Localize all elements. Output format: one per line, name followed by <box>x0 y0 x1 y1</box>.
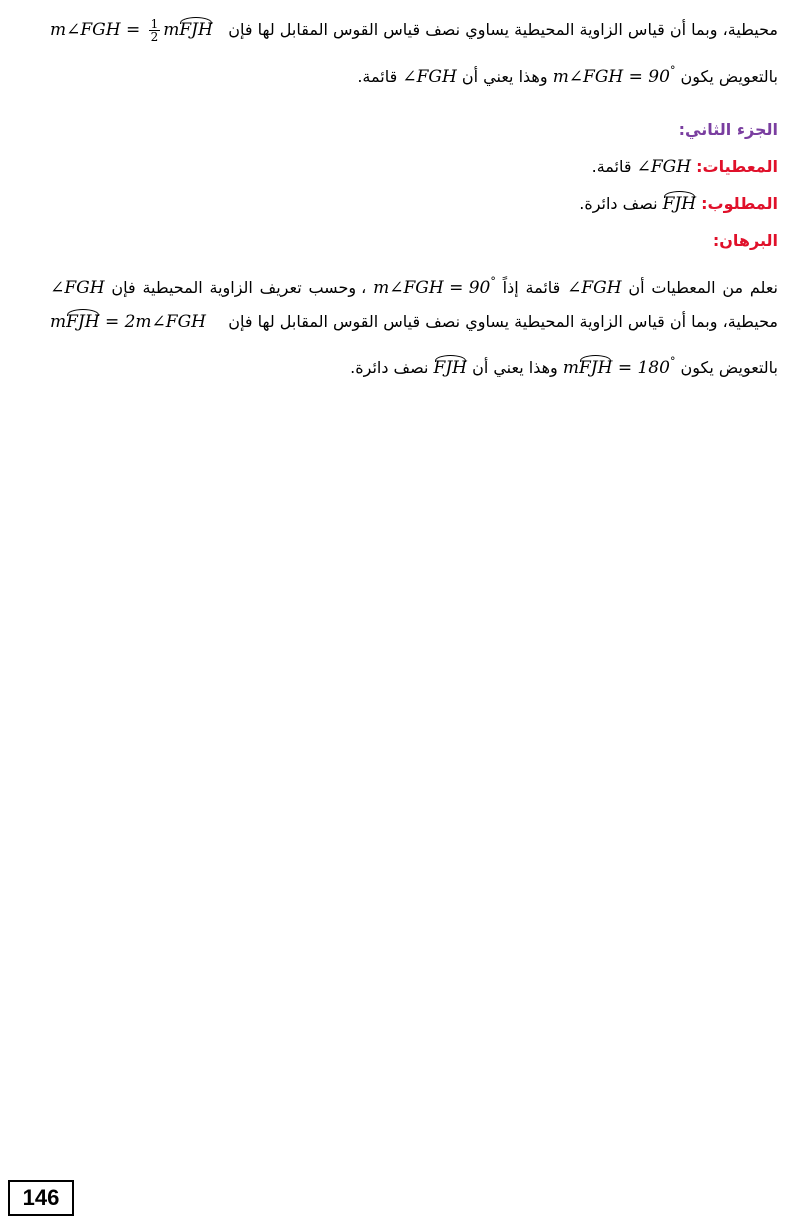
proof-word: أن <box>628 278 645 297</box>
part-two-heading-line <box>50 118 778 142</box>
angle-fgh: ∠FGH <box>567 278 622 298</box>
proof-label-line <box>50 229 778 253</box>
part-one-line-2 <box>50 59 778 89</box>
equation-arc-180 <box>563 350 676 380</box>
proof-word: تعريف <box>259 278 302 297</box>
given-line <box>50 155 778 179</box>
proof-label: البرهان: <box>712 231 778 250</box>
required-line <box>50 192 778 216</box>
proof-word: إذاً <box>502 278 519 297</box>
measure-symbol: m <box>562 358 579 378</box>
meaning-text: وهذا يعني أن <box>472 358 558 377</box>
equation-angle-90 <box>553 59 676 89</box>
proof-word: ، وحسب <box>308 278 367 297</box>
proof-word: المعطيات <box>651 278 716 297</box>
angle-fgh: ∠FGH <box>402 67 457 87</box>
equation-angle-90 <box>373 270 496 300</box>
part-one-line-1 <box>50 18 778 43</box>
proof-line-1 <box>50 270 778 300</box>
fraction-one-half <box>149 18 161 43</box>
equation-rest: = 180 <box>612 358 670 378</box>
proof-line-2-text: محيطية، وبما أن قياس الزاوية المحيطية يساوي نصف قياس القوس المقابل لها فإن <box>228 312 778 331</box>
page-number-text: 146 <box>22 1185 60 1210</box>
substitution-prefix: بالتعويض يكون <box>680 67 778 86</box>
fraction-numerator: 1 <box>150 17 159 31</box>
required-label: المطلوب: <box>701 194 778 213</box>
semicircle-text: نصف دائرة. <box>350 358 429 377</box>
equation-angle-90-text: m∠FGH = 90 <box>552 67 670 87</box>
equation-lhs: m∠FGH = <box>50 20 146 40</box>
equation-arc-double <box>50 310 206 334</box>
proof-line-2 <box>50 310 778 334</box>
equation-inscribed-angle <box>50 18 213 43</box>
meaning-text: وهذا يعني أن <box>461 67 548 86</box>
equation-rest: = 2m∠FGH <box>99 312 206 332</box>
arc-fjh: FJH <box>662 194 697 214</box>
right-angle-text: قائمة. <box>357 67 398 86</box>
fraction-denominator: 2 <box>150 30 159 44</box>
equation-angle-90-text: m∠FGH = 90 <box>373 278 491 298</box>
proof-word: قائمة <box>525 278 561 297</box>
measure-symbol: m <box>163 20 180 40</box>
arc-fjh: FJH <box>433 358 467 378</box>
given-angle: ∠FGH <box>636 157 692 177</box>
arc-fjh: FJH <box>179 20 213 40</box>
measure-symbol: m <box>50 312 67 332</box>
page-number <box>8 1180 74 1216</box>
angle-fgh: ∠FGH <box>50 278 105 298</box>
part-two-heading: الجزء الثاني: <box>678 120 778 139</box>
degree-symbol: ° <box>490 275 496 288</box>
proof-word: فإن <box>111 278 136 297</box>
given-text: قائمة. <box>591 157 632 176</box>
proof-word: نعلم <box>749 278 778 297</box>
given-label: المعطيات: <box>696 157 778 176</box>
arc-fjh: FJH <box>66 312 100 332</box>
required-arc <box>663 192 696 216</box>
substitution-prefix: بالتعويض يكون <box>680 358 778 377</box>
arc-fjh: FJH <box>579 358 613 378</box>
proof-word: من <box>722 278 744 297</box>
proof-word: المحيطية <box>142 278 203 297</box>
degree-symbol: ° <box>669 64 676 77</box>
required-text: نصف دائرة. <box>579 194 658 213</box>
proof-line-3 <box>50 350 778 380</box>
degree-symbol: ° <box>669 355 676 368</box>
conclusion-arc <box>434 356 467 380</box>
part-one-line-1-text: محيطية، وبما أن قياس الزاوية المحيطية يساوي نصف قياس القوس المقابل لها فإن <box>228 20 778 39</box>
proof-word: الزاوية <box>209 278 253 297</box>
